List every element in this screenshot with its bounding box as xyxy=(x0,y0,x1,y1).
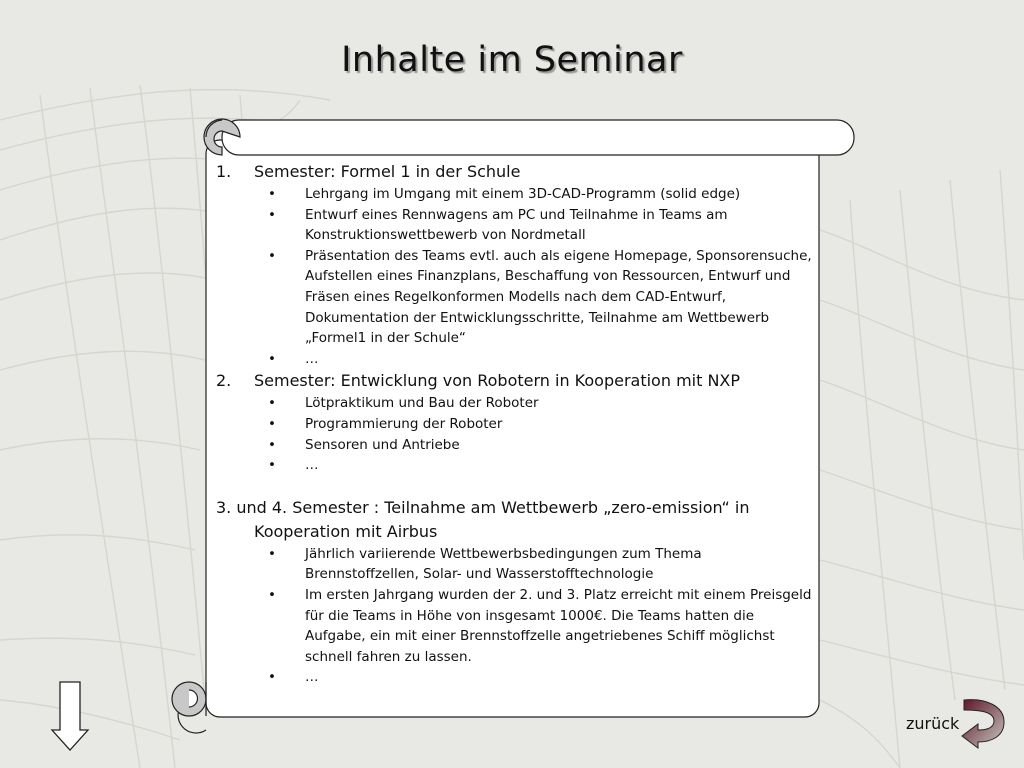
list-item: • Programmierung der Roboter xyxy=(216,414,812,435)
bullet-icon: • xyxy=(268,350,276,367)
semester-2-bullets xyxy=(216,393,812,475)
semester-1-number: 1. xyxy=(216,162,232,181)
list-item: • … xyxy=(216,667,812,688)
page-title: Inhalte im Seminar xyxy=(341,40,683,80)
semester-3-4-heading: 3. und 4. Semester : Teilnahme am Wettbewerb „zero-emission“ in Kooperation mit Airbus xyxy=(216,497,750,541)
list-item: • … xyxy=(216,455,812,476)
semester-2-title: Semester: Entwicklung von Robotern in Kooperation mit NXP xyxy=(254,371,741,391)
list-item: • Entwurf eines Rennwagens am PC und Teilnahme in Teams am Konstruktionswettbewerb von Nordmetall xyxy=(268,206,728,244)
curved-return-arrow-icon[interactable] xyxy=(960,696,1006,750)
semester-3-4-bullets xyxy=(216,544,812,688)
list-item: • Lötpraktikum und Bau der Roboter xyxy=(216,393,812,414)
list-item: • Sensoren und Antriebe xyxy=(216,435,812,456)
bullet-icon: • xyxy=(268,395,276,412)
bullet-icon: • xyxy=(268,186,276,202)
section-spacer xyxy=(216,476,812,496)
bullet-icon: • xyxy=(268,436,276,453)
back-link[interactable]: zurück xyxy=(906,714,960,733)
list-item: • … xyxy=(216,349,812,370)
semester-1-bullets xyxy=(216,184,812,369)
list-item: • Jährlich variierende Wettbewerbsbedingungen zum Thema Brennstoffzellen, Solar- und Wasserstofftechnologie xyxy=(268,545,702,583)
bullet-icon: • xyxy=(268,586,276,603)
semester-1-heading xyxy=(216,160,812,184)
bullet-icon: • xyxy=(268,247,276,264)
semester-2-number: 2. xyxy=(216,371,232,391)
seminar-content xyxy=(216,160,812,688)
semester-1-title: Semester: Formel 1 in der Schule xyxy=(254,162,521,181)
bullet-icon: • xyxy=(268,206,276,223)
list-item: • Im ersten Jahrgang wurden der 2. und 3. Platz erreicht mit einem Preisgeld für die Teams in Höhe von insgesamt 1000€. Die Teams hatten die Aufgabe, ein mit einer Brennstoffzelle angetriebenes Schiff möglichst schnell fahren zu lassen. xyxy=(268,586,812,665)
bullet-icon: • xyxy=(268,669,276,686)
list-item: • Präsentation des Teams evtl. auch als eigene Homepage, Sponsorensuche, Aufstellen eines Finanzplans, Beschaffung von Ressourcen, Entwurf und Fräsen eines Regelkonformen Modells nach dem CAD-Entwurf, Dokumentation der Entwicklungsschritte, Teilnahme am Wettbewerb „Formel1 in der Schule“ xyxy=(268,247,812,347)
bullet-icon: • xyxy=(268,545,276,562)
down-arrow-icon[interactable] xyxy=(50,680,90,752)
list-item: • Lehrgang im Umgang mit einem 3D-CAD-Programm (solid edge) xyxy=(216,184,812,205)
bullet-icon: • xyxy=(268,457,276,474)
bullet-icon: • xyxy=(268,415,276,432)
semester-2-heading xyxy=(216,369,812,393)
